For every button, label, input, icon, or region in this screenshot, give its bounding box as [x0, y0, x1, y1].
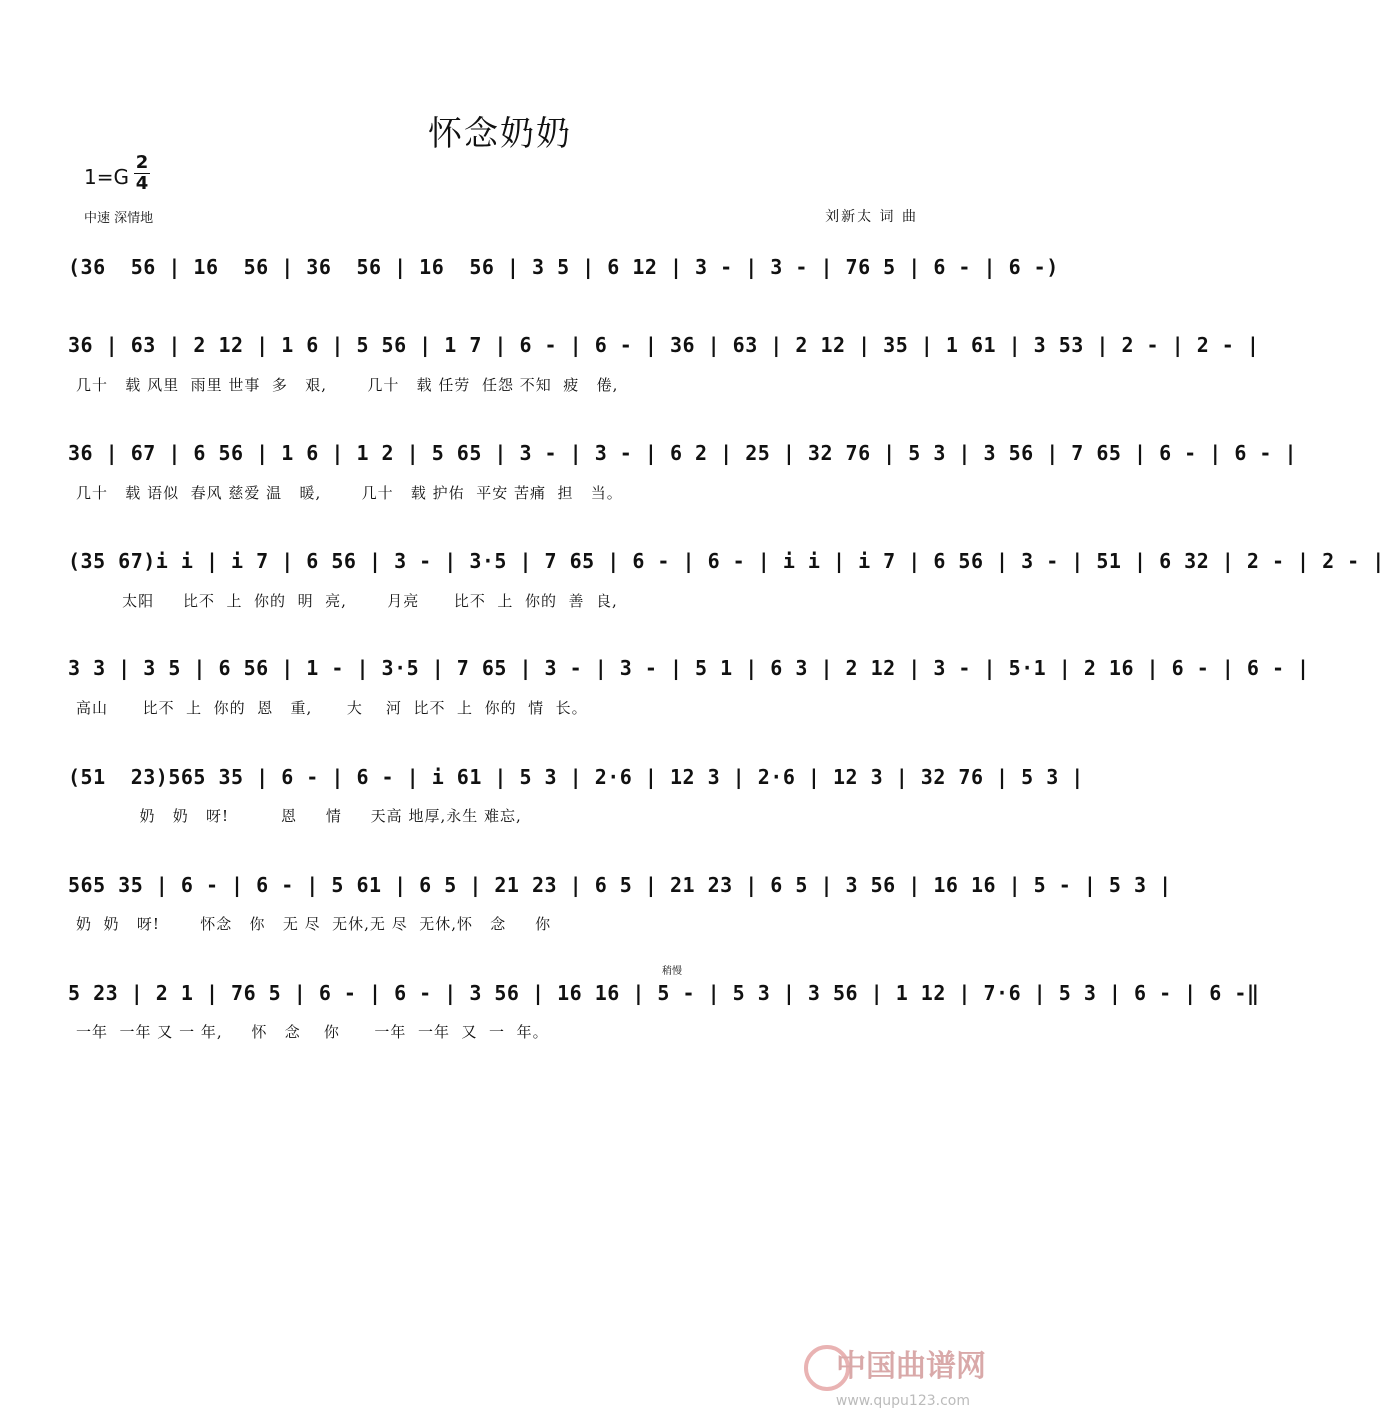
notation-line-2: 36 | 63 | 2 12 | 1 6 | 5 56 | 1 7 | 6 - | 6 - | 36 | 63 | 2 12 | 35 | 1 61 | 3 53 | 2 - | 2 - | — [68, 333, 1260, 357]
lyrics-line-5: 高山 比不 上 你的 恩 重, 大 河 比不 上 你的 情 长。 — [76, 699, 588, 717]
lyrics-line-7: 奶 奶 呀! 怀念 你 无 尽 无休,无 尽 无休,怀 念 你 — [76, 915, 552, 933]
notation-line-4: (35 67)i i | i 7 | 6 56 | 3 - | 3·5 | 7 65 | 6 - | 6 - | i i | i 7 | 6 56 | 3 - | 51 | 6 32 | 2 - | 2 - | — [68, 549, 1385, 573]
notation-line-8: 5 23 | 2 1 | 76 5 | 6 - | 6 - | 3 56 | 16 16 | 5 - | 5 3 | 3 56 | 1 12 | 7·6 | 5 3 | 6 - | 6 -‖ — [68, 981, 1260, 1005]
notation-line-6: (51 23)565 35 | 6 - | 6 - | i 61 | 5 3 | 2·6 | 12 3 | 2·6 | 12 3 | 32 76 | 5 3 | — [68, 765, 1084, 789]
notation-line-5: 3 3 | 3 5 | 6 56 | 1 - | 3·5 | 7 65 | 3 - | 3 - | 5 1 | 6 3 | 2 12 | 3 - | 5·1 | 2 16 | 6 - | 6 - | — [68, 656, 1310, 680]
composer-credit: 刘新太 词 曲 — [825, 209, 918, 225]
notation-line-1: (36 56 | 16 56 | 36 56 | 16 56 | 3 5 | 6 12 | 3 - | 3 - | 76 5 | 6 - | 6 -) — [68, 255, 1059, 279]
lyrics-line-4: 太阳 比不 上 你的 明 亮, 月亮 比不 上 你的 善 良, — [76, 592, 618, 610]
lyrics-line-8: 一年 一年 又 一 年, 怀 念 你 一年 一年 又 一 年。 — [76, 1023, 549, 1041]
tempo-marking: 中速 深情地 — [84, 211, 154, 226]
time-signature — [134, 153, 150, 194]
notation-line-7: 565 35 | 6 - | 6 - | 5 61 | 6 5 | 21 23 | 6 5 | 21 23 | 6 5 | 3 56 | 16 16 | 5 - | 5 3 | — [68, 873, 1172, 897]
time-signature-top: 2 — [135, 152, 149, 173]
lyrics-line-6: 奶 奶 呀! 恩 情 天高 地厚,永生 难忘, — [76, 807, 522, 825]
song-title: 怀念奶奶 — [428, 114, 572, 154]
watermark-brand: 中国曲谱网 — [836, 1349, 986, 1384]
time-signature-bottom: 4 — [135, 173, 149, 194]
key-signature: 1=G — [84, 165, 129, 189]
lyrics-line-3: 几十 载 语似 春风 慈爱 温 暖, 几十 载 护佑 平安 苦痛 担 当。 — [76, 484, 623, 502]
tempo-annotation: 稍慢 — [662, 966, 682, 977]
lyrics-line-2: 几十 载 风里 雨里 世事 多 艰, 几十 载 任劳 任怨 不知 疲 倦, — [76, 376, 619, 394]
watermark-url: www.qupu123.com — [835, 1393, 970, 1409]
notation-line-3: 36 | 67 | 6 56 | 1 6 | 1 2 | 5 65 | 3 - | 3 - | 6 2 | 25 | 32 76 | 5 3 | 3 56 | 7 65 | 6 - | 6 - | — [68, 441, 1298, 465]
